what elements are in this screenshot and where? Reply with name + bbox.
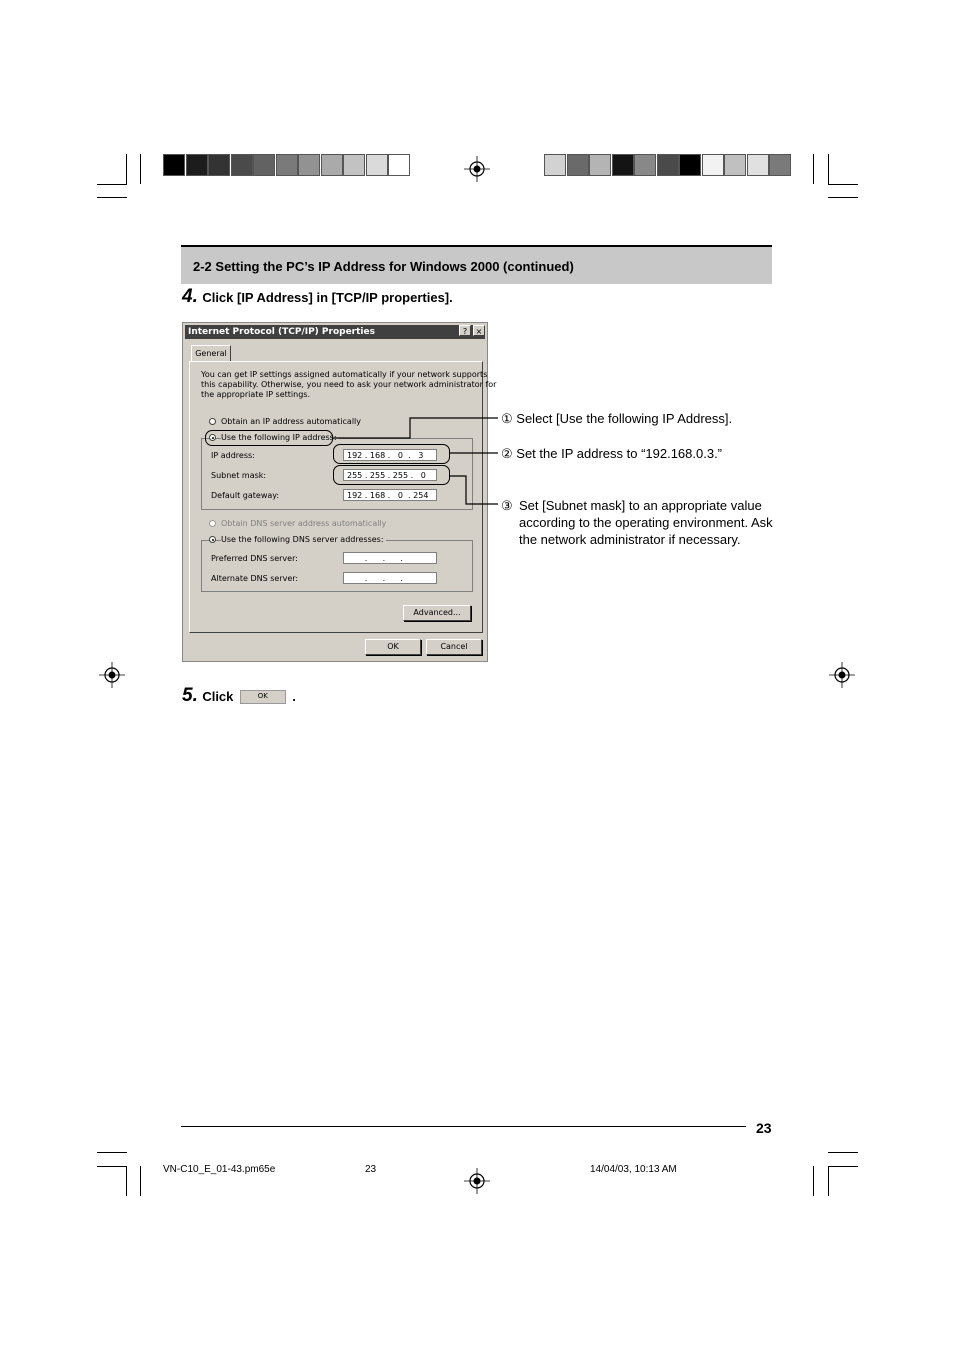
annotation-text: Select [Use the following IP Address]. bbox=[516, 411, 733, 426]
intro-line: the appropriate IP settings. bbox=[201, 390, 311, 399]
step-suffix: . bbox=[292, 689, 296, 704]
default-gateway-label: Default gateway: bbox=[211, 491, 280, 500]
section-title: 2-2 Setting the PC’s IP Address for Windows 2000 (continued) bbox=[193, 259, 574, 274]
footer-page: 23 bbox=[365, 1164, 377, 1175]
ok-button[interactable]: OK bbox=[365, 639, 421, 655]
annotation-marker: ① bbox=[501, 411, 513, 426]
step-number: 4. bbox=[182, 286, 198, 307]
obtain-dns-label: Obtain DNS server address automatically bbox=[221, 519, 387, 528]
use-dns-label: Use the following DNS server addresses: bbox=[221, 535, 384, 544]
registration-mark-icon bbox=[464, 1168, 490, 1194]
tab-general[interactable]: General bbox=[191, 345, 231, 361]
annotation-text: according to the operating environment. Ask bbox=[519, 515, 773, 530]
page-number: 23 bbox=[756, 1120, 772, 1136]
intro-line: this capability. Otherwise, you need to ask your network administrator for bbox=[201, 380, 497, 389]
step-5 bbox=[182, 685, 296, 707]
annotation-text: Set [Subnet mask] to an appropriate value bbox=[519, 498, 762, 513]
subnet-mask-label: Subnet mask: bbox=[211, 471, 267, 480]
help-button[interactable]: ? bbox=[459, 325, 471, 336]
advanced-button[interactable]: Advanced... bbox=[403, 605, 471, 621]
ip-address-field[interactable]: 192 . 168 . 0 . 3 bbox=[343, 449, 437, 461]
close-button[interactable]: × bbox=[473, 325, 485, 336]
use-ip-label: Use the following IP address: bbox=[221, 433, 337, 442]
subnet-mask-field[interactable]: 255 . 255 . 255 . 0 bbox=[343, 469, 437, 481]
annotation-3-marker: ③ bbox=[501, 498, 513, 513]
intro-line: You can get IP settings assigned automatically if your network supports bbox=[201, 370, 488, 379]
footer-filename: VN-C10_E_01-43.pm65e bbox=[163, 1164, 276, 1175]
footer-date: 14/04/03, 10:13 AM bbox=[590, 1164, 677, 1175]
ip-address-label: IP address: bbox=[211, 451, 255, 460]
footer-rule bbox=[181, 1126, 746, 1127]
ok-button-image: OK bbox=[240, 690, 286, 704]
step-text: Click [IP Address] in [TCP/IP properties]. bbox=[202, 290, 453, 305]
preferred-dns-field[interactable]: . . . bbox=[343, 552, 437, 564]
preferred-dns-label: Preferred DNS server: bbox=[211, 554, 298, 563]
annotation-text: the network administrator if necessary. bbox=[519, 532, 741, 547]
step-text: Click bbox=[202, 689, 234, 704]
annotation-marker: ② bbox=[501, 446, 513, 461]
annotation-2 bbox=[501, 445, 722, 462]
annotation-text: Set the IP address to “192.168.0.3.” bbox=[516, 446, 723, 461]
alternate-dns-label: Alternate DNS server: bbox=[211, 574, 299, 583]
default-gateway-field[interactable]: 192 . 168 . 0 . 254 bbox=[343, 489, 437, 501]
alternate-dns-field[interactable]: . . . bbox=[343, 572, 437, 584]
obtain-ip-label: Obtain an IP address automatically bbox=[221, 417, 362, 426]
annotation-3 bbox=[519, 497, 773, 548]
annotation-1 bbox=[501, 410, 732, 427]
step-number: 5. bbox=[182, 685, 198, 706]
cancel-button[interactable]: Cancel bbox=[426, 639, 482, 655]
dialog-title: Internet Protocol (TCP/IP) Properties bbox=[188, 327, 375, 337]
